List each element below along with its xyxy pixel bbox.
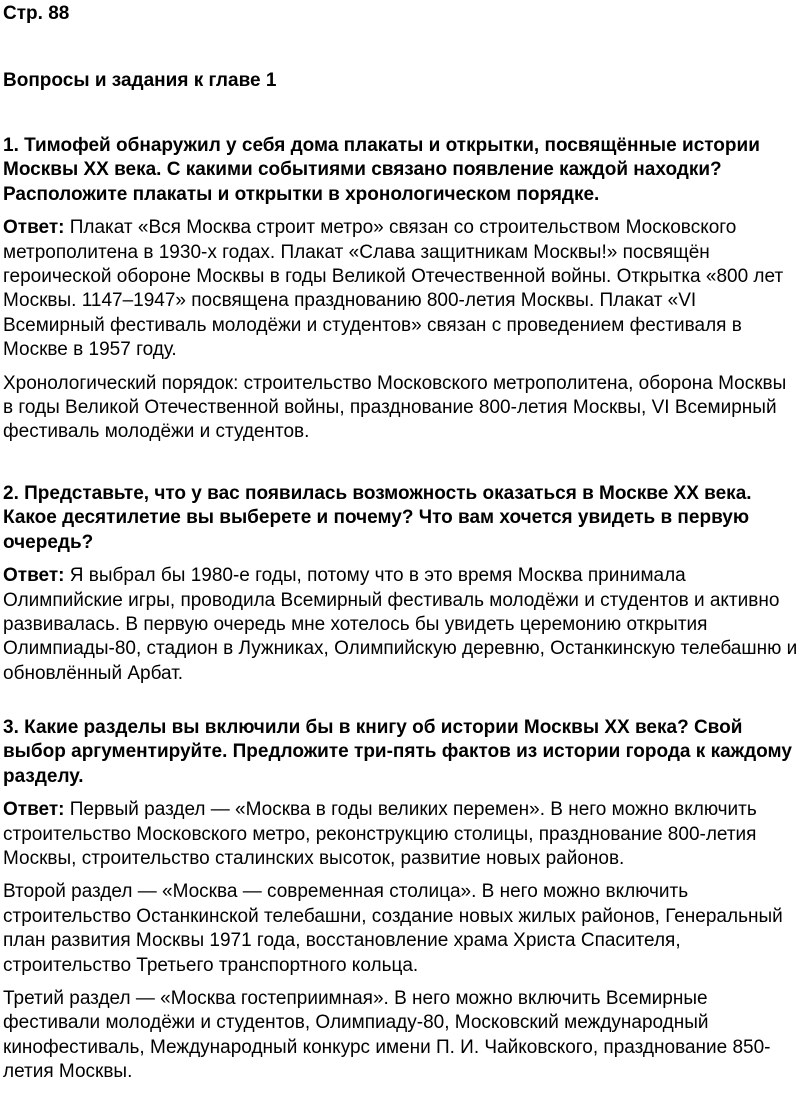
- question-text: 1. Тимофей обнаружил у себя дома плакаты и открытки, посвящённые истории Москвы XX века. С какими событиями связано появление каждой находки? Расположите плакаты и открытки в хронологическом порядке.: [3, 135, 760, 205]
- answer-extra-paragraph: Третий раздел — «Москва гостеприимная». В него можно включить Всемирные фестивали молодёжи и студентов, Олимпиаду-80, Московский международный кинофестиваль, Международный конкурс имени П. И. Чайковского, празднование 850-летия Москвы.: [3, 988, 771, 1083]
- answer-text: Я выбрал бы 1980-е годы, потому что в это время Москва принимала Олимпийские игры, проводила Всемирный фестиваль молодёжи и студентов и активно развивалась. В первую очередь мне хотелось бы увидеть церемонию открытия Олимпиады-80, стадион в Лужниках, Олимпийскую деревню, Останкинскую телебашню и обновлённый Арбат.: [3, 565, 798, 684]
- answer-extra-paragraph: Второй раздел — «Москва — современная столица». В него можно включить строительство Останкинской телебашни, создание новых жилых районов, Генеральный план развития Москвы 1971 года, восстановление храма Христа Спасителя, строительство Третьего транспортного кольца.: [3, 881, 783, 976]
- question-block-2: [3, 482, 800, 686]
- answer-text: Первый раздел — «Москва в годы великих перемен». В него можно включить строительство Московского метро, реконструкцию столицы, празднование 800-летия Москвы, строительство сталинских высоток, развитие новых районов.: [3, 799, 757, 870]
- answer-paragraph: [3, 564, 800, 686]
- page-number: Стр. 88: [3, 3, 70, 24]
- answer-label: Ответ:: [3, 565, 65, 587]
- question-block-1: [3, 134, 800, 445]
- answer-label: Ответ:: [3, 217, 65, 239]
- chapter-title: Вопросы и задания к главе 1: [3, 70, 277, 91]
- question-block-3: [3, 716, 800, 1085]
- answer-extra-paragraph: Хронологический порядок: строительство Московского метрополитена, оборона Москвы в годы Великой Отечественной войны, празднование 800-летия Москвы, VI Всемирный фестиваль молодёжи и студентов.: [3, 372, 787, 443]
- answer-paragraph: [3, 216, 800, 362]
- question-text: 2. Представьте, что у вас появилась возможность оказаться в Москве XX века. Какое десятилетие вы выберете и почему? Что вам хочется увидеть в первую очередь?: [3, 483, 752, 553]
- answer-text: Плакат «Вся Москва строит метро» связан со строительством Московского метрополитена в 1930-х годах. Плакат «Слава защитникам Москвы!» посвящён героической обороне Москвы в годы Великой Отечественной войны. Открытка «800 лет Москвы. 1147–1947» посвящена празднованию 800-летия Москвы. Плакат «VI Всемирный фестиваль молодёжи и студентов» связан с проведением фестиваля в Москве в 1957 году.: [3, 217, 784, 361]
- answer-paragraph: [3, 798, 800, 871]
- answer-label: Ответ:: [3, 799, 65, 821]
- question-text: 3. Какие разделы вы включили бы в книгу об истории Москвы XX века? Свой выбор аргументируйте. Предложите три-пять фактов из истории города к каждому разделу.: [3, 717, 792, 787]
